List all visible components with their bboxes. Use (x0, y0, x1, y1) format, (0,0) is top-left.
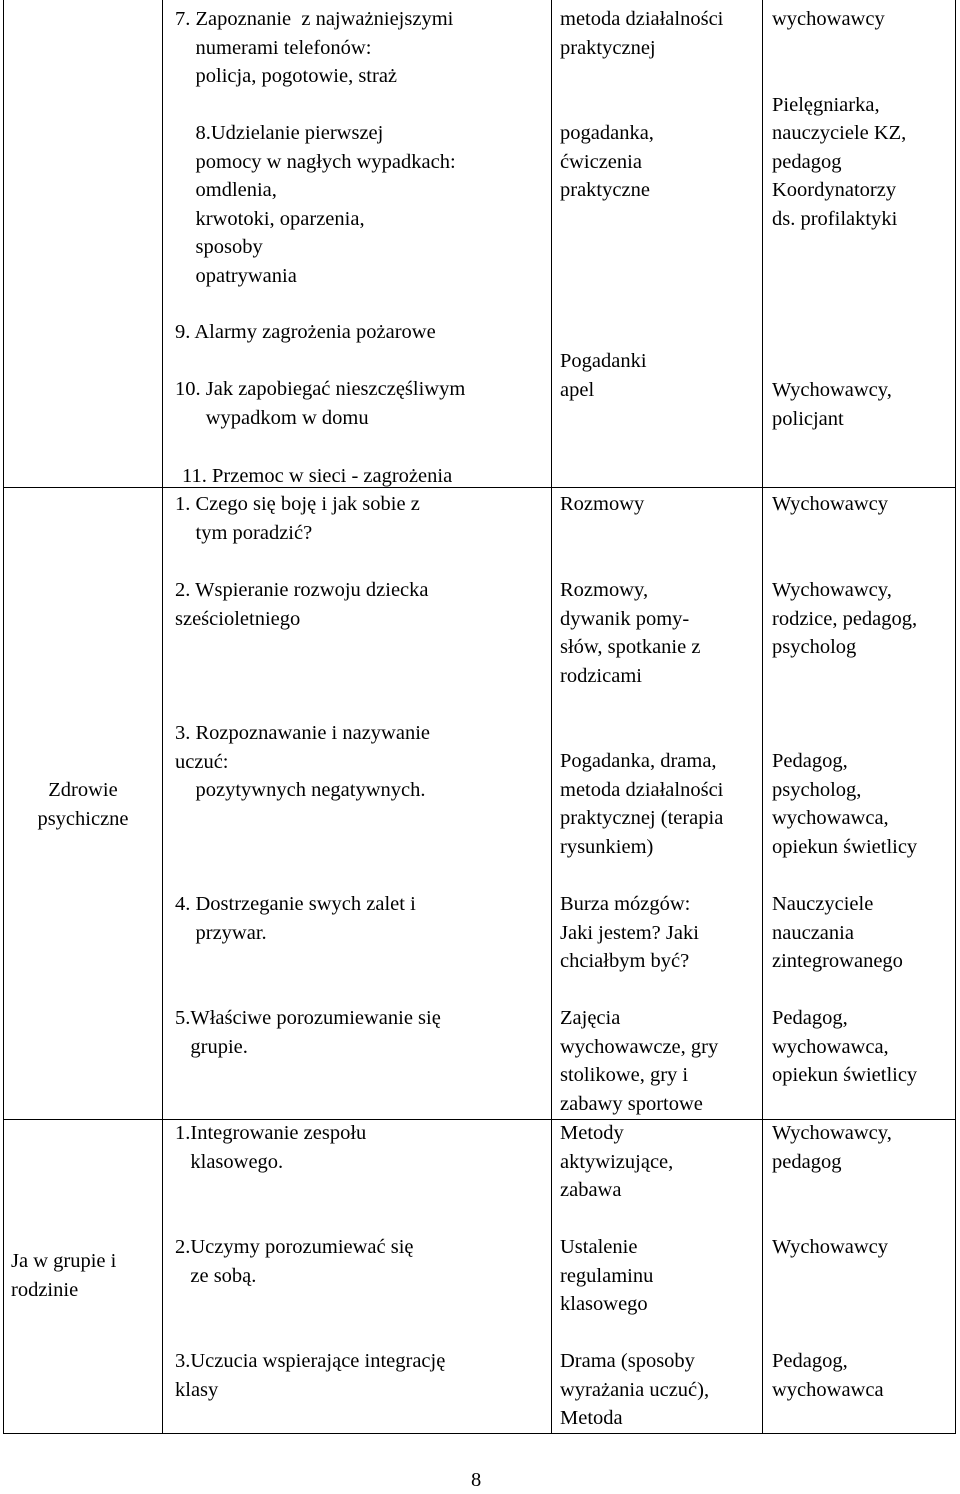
responsible-cell-grupa-2: Wychowawcy (772, 1236, 889, 1258)
topic-cell-zdrowie-1: 1. Czego się boję i jak sobie z tym poradzić? (175, 493, 420, 544)
method-cell-zdrowie-2: Rozmowy, dywanik pomy- słów, spotkanie z rodzicami (560, 579, 701, 687)
topic-cell-safety-1: 7. Zapoznanie z najważniejszymi numerami telefonów: policja, pogotowie, straż 8.Udzielanie pierwszej pomocy w nagłych wypadkach: omdlenia, krwotoki, oparzenia, sposoby opatrywania (175, 8, 456, 287)
responsible-cell-zdrowie-2: Wychowawcy, rodzice, pedagog, psycholog (772, 579, 918, 658)
method-cell-zdrowie-4: Burza mózgów: Jaki jestem? Jaki chciałbym być? (560, 893, 699, 972)
responsible-cell-zdrowie-3: Pedagog, psycholog, wychowawca, opiekun świetlicy (772, 750, 918, 858)
responsible-cell-zdrowie-5: Pedagog, wychowawca, opiekun świetlicy (772, 1007, 918, 1086)
topic-cell-safety-2: 9. Alarmy zagrożenia pożarowe 10. Jak zapobiegać nieszczęśliwym wypadkom w domu (175, 321, 466, 429)
responsible-cell-zdrowie-1: Wychowawcy (772, 493, 889, 515)
category-ja-w-grupie: Ja w grupie i rodzinie (11, 1250, 117, 1301)
topic-cell-grupa-3: 3.Uczucia wspierające integrację klasy (175, 1350, 446, 1401)
topic-cell-grupa-1: 1.Integrowanie zespołu klasowego. (175, 1122, 367, 1173)
page-number: 8 (471, 1469, 482, 1491)
responsible-cell-safety-1: wychowawcy Pielęgniarka, nauczyciele KZ, pedagog Koordynatorzy ds. profilaktyki (772, 8, 907, 230)
table-border-bottom (3, 1433, 956, 1434)
topic-cell-zdrowie-4: 4. Dostrzeganie swych zalet i przywar. (175, 893, 416, 944)
responsible-cell-safety-2: Wychowawcy, policjant (772, 379, 892, 430)
responsible-cell-grupa-3: Pedagog, wychowawca (772, 1350, 884, 1401)
category-zdrowie-psychiczne: Zdrowie psychiczne (37, 779, 129, 830)
responsible-cell-grupa-1: Wychowawcy, pedagog (772, 1122, 892, 1173)
table-border-left (3, 0, 4, 1434)
table-border-right (955, 0, 956, 1434)
method-cell-grupa-3: Drama (sposoby wyrażania uczuć), Metoda (560, 1350, 710, 1429)
method-cell-safety-1: metoda działalności praktycznej pogadanka, ćwiczenia praktyczne (560, 8, 724, 201)
method-cell-grupa-2: Ustalenie regulaminu klasowego (560, 1236, 654, 1315)
column-divider-3 (762, 0, 763, 1434)
topic-cell-zdrowie-3: 3. Rozpoznawanie i nazywanie uczuć: pozytywnych negatywnych. (175, 722, 431, 801)
topic-cell-safety-3: 11. Przemoc w sieci - zagrożenia (182, 465, 453, 487)
method-cell-safety-2: Pogadanki apel (560, 350, 647, 401)
topic-cell-zdrowie-2: 2. Wspieranie rozwoju dziecka sześcioletniego (175, 579, 429, 630)
method-cell-zdrowie-3: Pogadanka, drama, metoda działalności praktycznej (terapia rysunkiem) (560, 750, 724, 858)
method-cell-zdrowie-5: Zajęcia wychowawcze, gry stolikowe, gry i zabawy sportowe (560, 1007, 719, 1115)
topic-cell-zdrowie-5: 5.Właściwe porozumiewanie się grupie. (175, 1007, 441, 1058)
responsible-cell-zdrowie-4: Nauczyciele nauczania zintegrowanego (772, 893, 903, 972)
column-divider-2 (551, 0, 552, 1434)
section-divider-zdrowie (3, 487, 956, 488)
method-cell-grupa-1: Metody aktywizujące, zabawa (560, 1122, 674, 1201)
method-cell-zdrowie-1: Rozmowy (560, 493, 645, 515)
column-divider-1 (162, 0, 163, 1434)
topic-cell-grupa-2: 2.Uczymy porozumiewać się ze sobą. (175, 1236, 414, 1287)
